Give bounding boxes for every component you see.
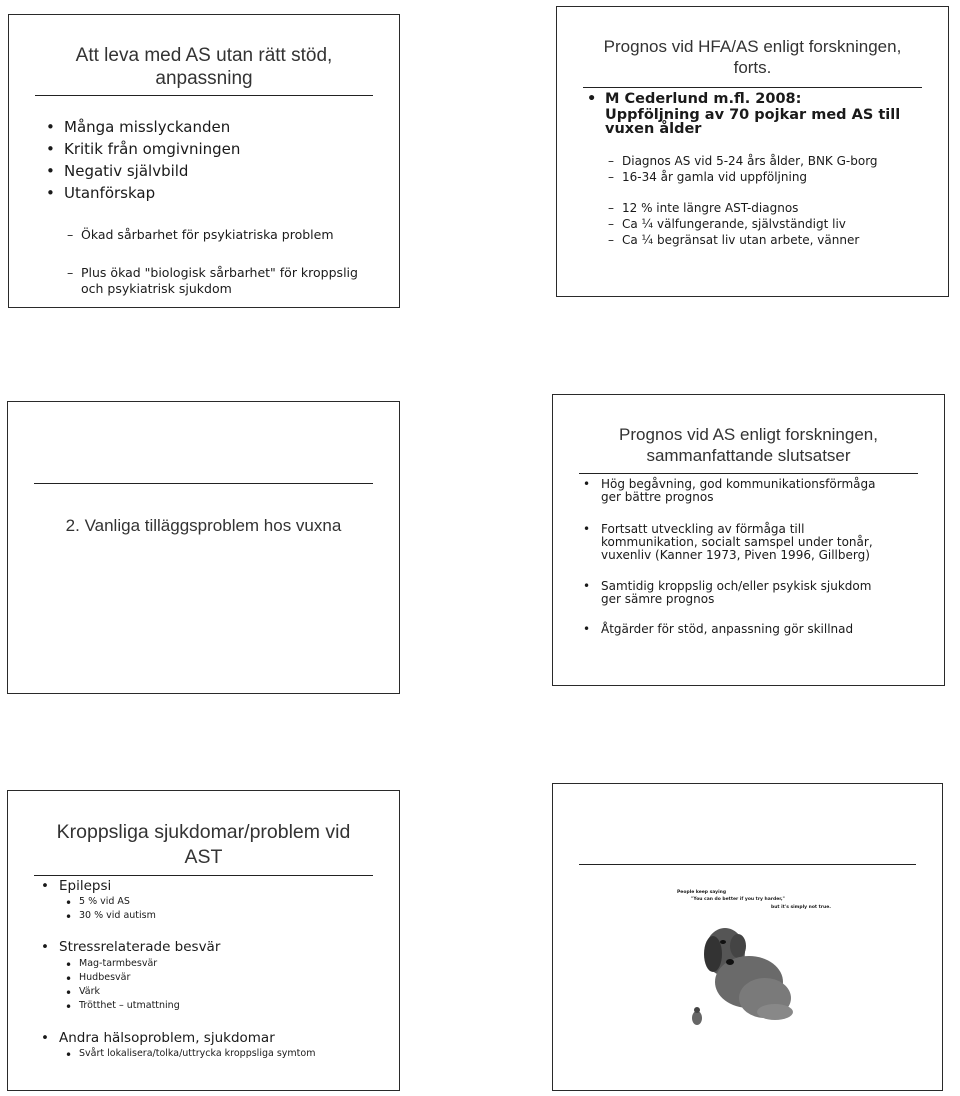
slide-1-bullet: • Kritik från omgivningen xyxy=(64,141,240,158)
slide-2-item: – 12 % inte längre AST-diagnos xyxy=(622,202,798,216)
slide-2-item: – 16-34 år gamla vid uppföljning xyxy=(622,171,807,185)
slide-1-divider xyxy=(35,95,373,96)
slide-4-bullet: • Fortsatt utveckling av förmåga till xyxy=(601,523,804,537)
slide-5 xyxy=(7,790,400,1091)
dog-photo-illustration xyxy=(683,912,808,1032)
slide-2-title-line1: Prognos vid HFA/AS enligt forskningen, xyxy=(603,37,902,56)
slide-5-title-line1: Kroppsliga sjukdomar/problem vid xyxy=(56,821,351,843)
slide-4-bullet-cont: vuxenliv (Kanner 1973, Piven 1996, Gillberg) xyxy=(601,548,870,562)
slide-2 xyxy=(556,6,949,297)
slide-6-divider xyxy=(579,864,916,865)
slide-2-item: – Ca ¼ välfungerande, självständigt liv xyxy=(622,218,846,232)
slide-1-subitem: – Ökad sårbarhet för psykiatriska problem xyxy=(81,228,334,242)
slide-6-quote-line: but it's simply not true. xyxy=(771,905,831,910)
slide-6-quote-line: People keep saying xyxy=(677,890,727,895)
slide-1 xyxy=(8,14,400,308)
slide-5-group-item: • Mag-tarmbesvär xyxy=(79,959,157,970)
slide-2-bold-line: vuxen ålder xyxy=(605,121,702,137)
slide-5-group-label: • Epilepsi xyxy=(59,879,111,895)
slide-1-subitem: – Plus ökad "biologisk sårbarhet" för kroppslig xyxy=(81,266,358,280)
slide-6-quote-line: "You can do better if you try harder," xyxy=(691,897,785,902)
slide-1-bullet: • Negativ självbild xyxy=(64,163,188,180)
slide-3-divider xyxy=(34,483,373,484)
slide-4-bullet: • Samtidig kroppslig och/eller psykisk sjukdom xyxy=(601,580,871,594)
slide-2-bold-line: Uppföljning av 70 pojkar med AS till xyxy=(605,107,901,123)
slide-5-group-item: • Hudbesvär xyxy=(79,973,130,984)
slide-2-bold-line: • M Cederlund m.fl. 2008: xyxy=(605,91,801,108)
slide-5-divider xyxy=(34,875,373,876)
slide-5-group-item: • Värk xyxy=(79,987,100,998)
slide-4-bullet-cont: kommunikation, socialt samspel under tonår, xyxy=(601,535,873,549)
slide-4-title-line2: sammanfattande slutsatser xyxy=(646,446,851,465)
slide-1-bullet: • Många misslyckanden xyxy=(64,119,230,136)
slide-2-divider xyxy=(583,87,922,88)
slide-1-title: Att leva med AS utan rätt stöd, anpassning xyxy=(75,45,333,89)
slide-4-bullet-cont: ger bättre prognos xyxy=(601,490,714,504)
slide-4 xyxy=(552,394,945,686)
slide-5-group-item: • Trötthet – utmattning xyxy=(79,1001,180,1012)
slide-6 xyxy=(552,783,943,1091)
slide-4-divider xyxy=(579,473,918,474)
slide-4-bullet: • Åtgärder för stöd, anpassning gör skillnad xyxy=(601,623,853,637)
slide-2-item: – Diagnos AS vid 5-24 års ålder, BNK G-borg xyxy=(622,155,878,169)
slide-4-bullet: • Hög begåvning, god kommunikationsförmåga xyxy=(601,478,875,492)
slide-4-title-line1: Prognos vid AS enligt forskningen, xyxy=(619,425,878,444)
slide-3 xyxy=(7,401,400,694)
slide-5-group-label: • Andra hälsoproblem, sjukdomar xyxy=(59,1031,275,1047)
slide-4-bullet-cont: ger sämre prognos xyxy=(601,592,715,606)
slide-5-title-line2: AST xyxy=(184,846,223,868)
slide-2-item: – Ca ¼ begränsat liv utan arbete, vänner xyxy=(622,234,859,248)
slide-5-group-item: • 30 % vid autism xyxy=(79,911,156,922)
slide-5-group-item: • Svårt lokalisera/tolka/uttrycka kroppsliga symtom xyxy=(79,1049,315,1060)
slide-3-title: 2. Vanliga tilläggsproblem hos vuxna xyxy=(65,516,342,535)
slide-1-bullet: • Utanförskap xyxy=(64,185,155,202)
slide-5-group-label: • Stressrelaterade besvär xyxy=(59,940,220,956)
slide-5-group-item: • 5 % vid AS xyxy=(79,897,130,908)
slide-2-title-line2: forts. xyxy=(733,58,772,77)
slide-1-subitem-cont: och psykiatrisk sjukdom xyxy=(81,281,232,296)
